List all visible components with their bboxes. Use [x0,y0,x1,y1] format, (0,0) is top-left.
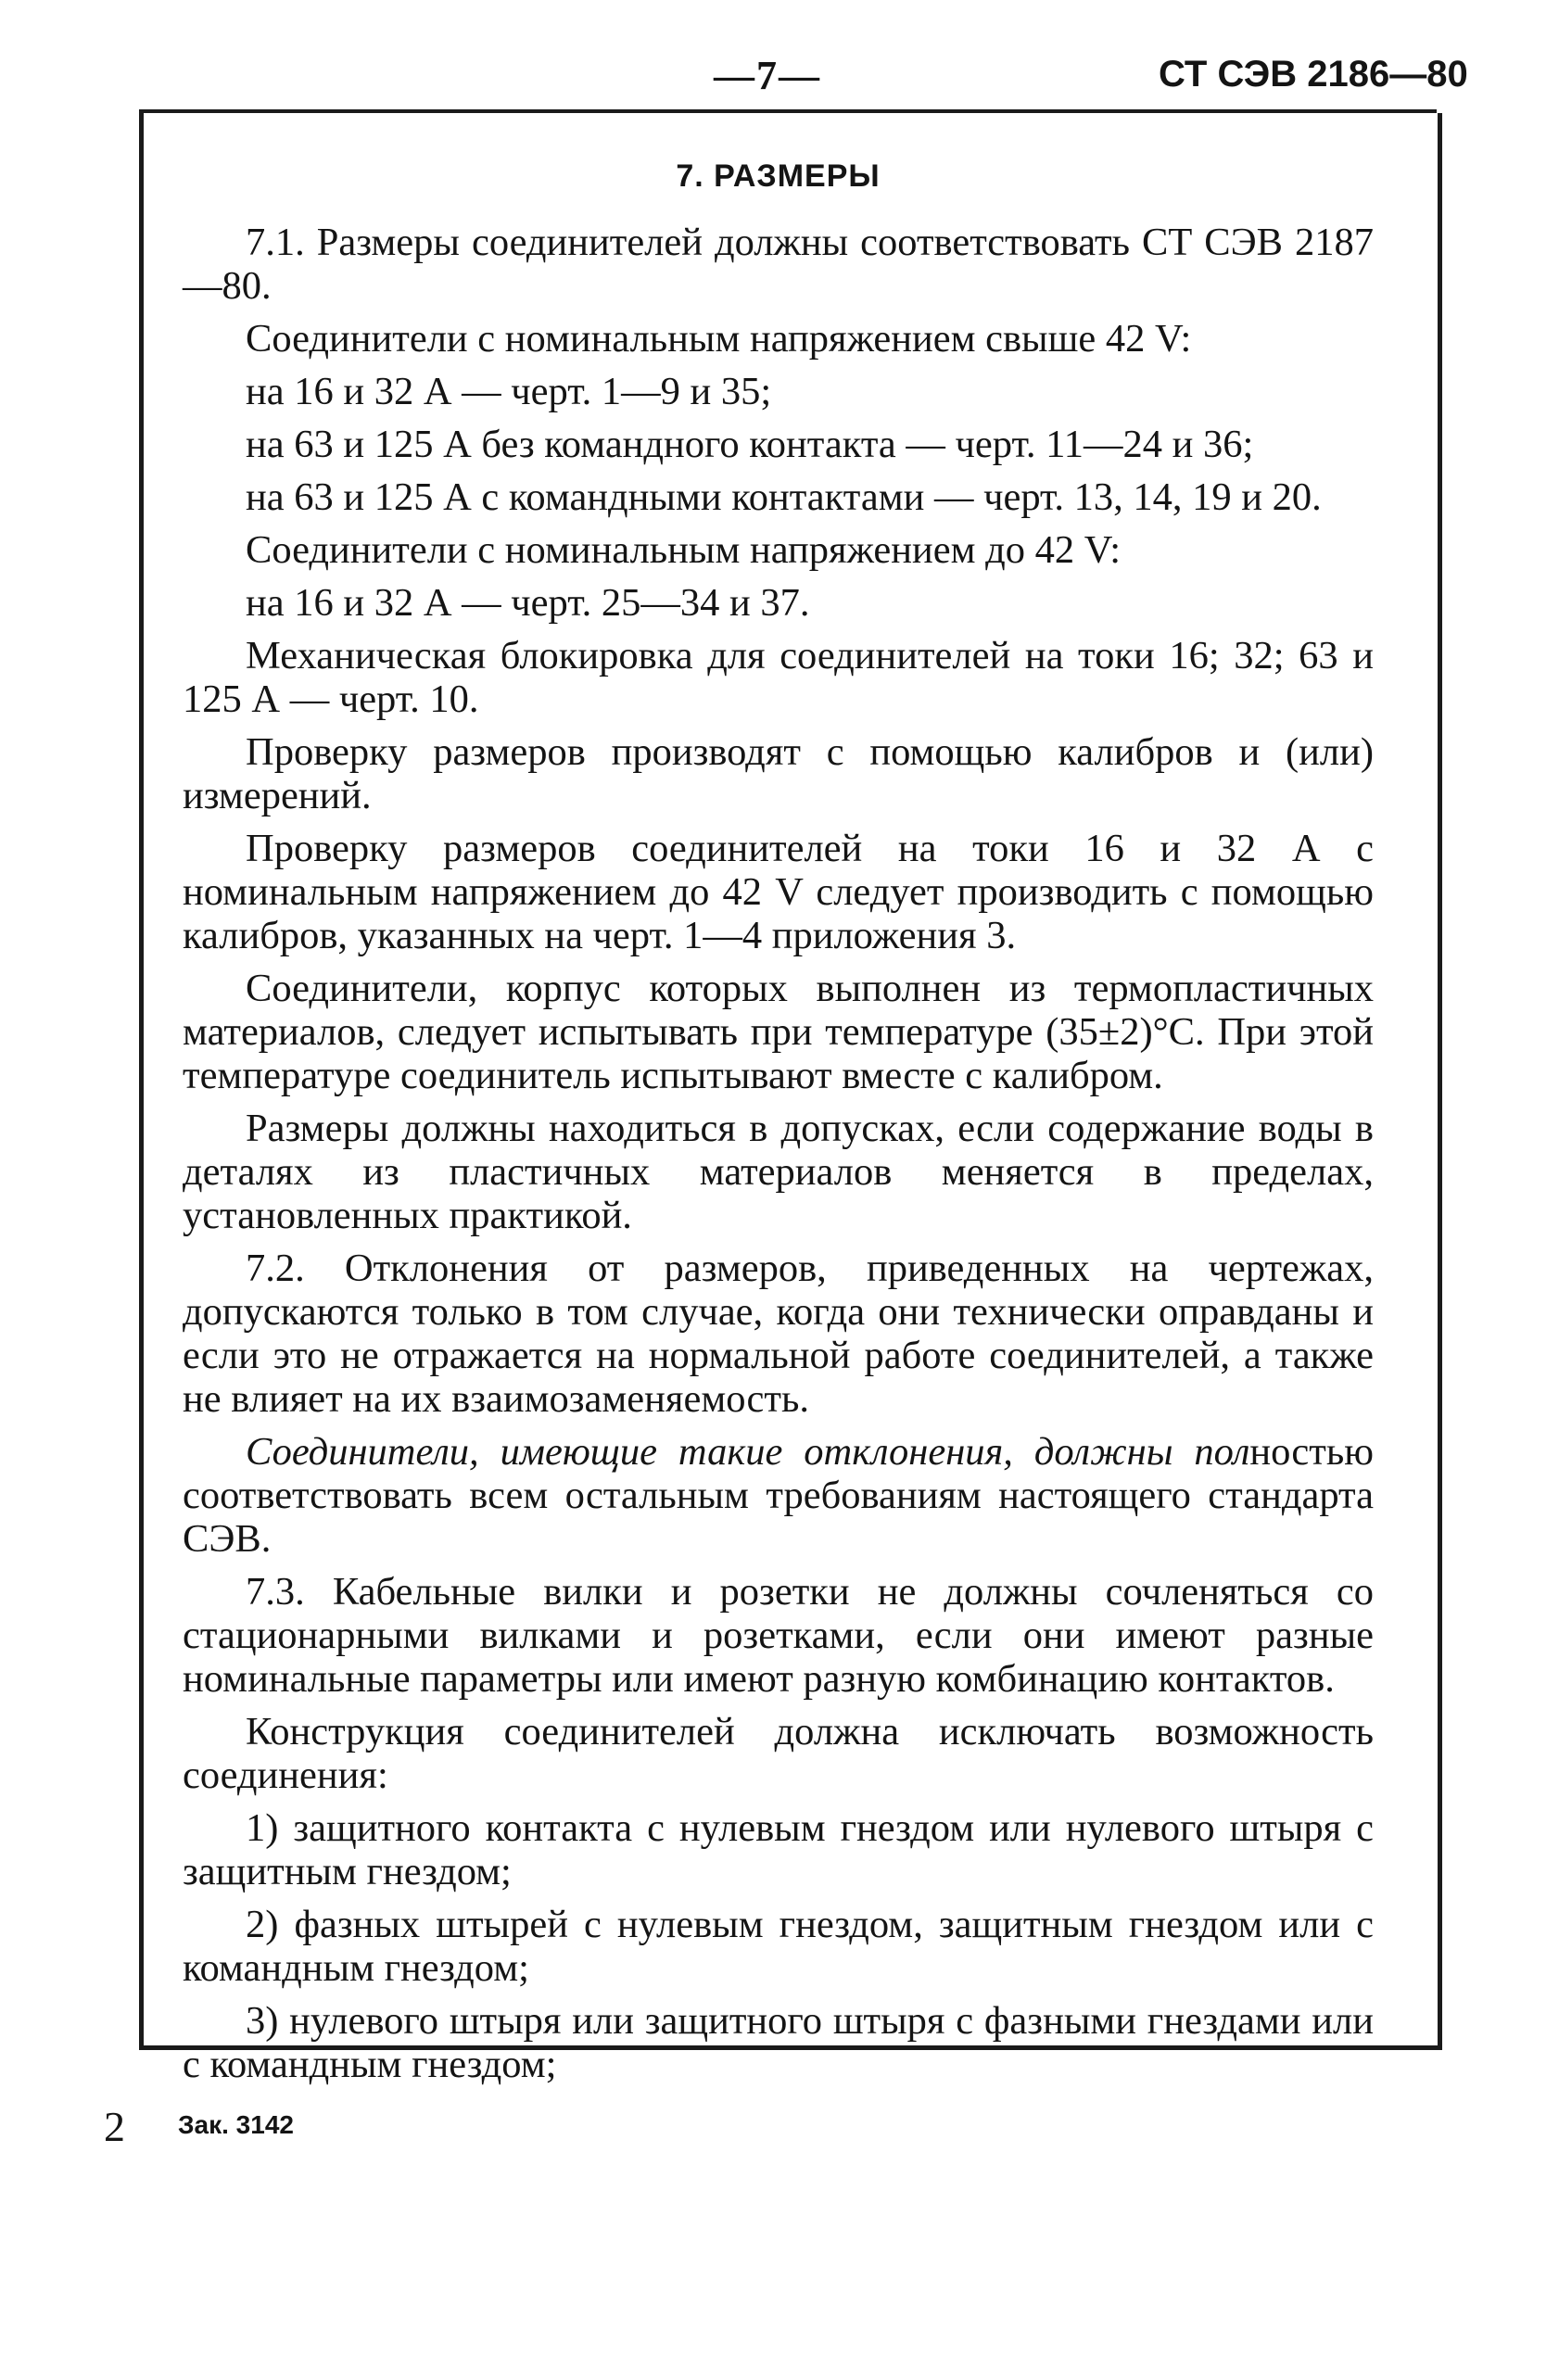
page-content [183,158,1374,2095]
sheet-number: 2 [104,2103,125,2150]
paragraph-up-to-42v: Соединители с номинальным напряжением до 42 V: [246,528,1122,572]
paragraph-construction: Конструкция соединителей должна исключать возможность соединения: [183,1710,1374,1797]
page-number: —7— [714,53,821,98]
list-item-1: 1) защитного контакта с нулевым гнездом или нулевого штыря с защитным гнездом; [183,1806,1374,1893]
paragraph-16-32a-low: на 16 и 32 А — черт. 25—34 и 37. [246,581,810,625]
paragraph-63-125a-cmd: на 63 и 125 А с командными контактами — черт. 13, 14, 19 и 20. [246,475,1322,519]
paragraph-mechanical-lock: Механическая блокировка для соединителей на токи 16; 32; 63 и 125 А — черт. 10. [183,634,1374,721]
paragraph-thermoplastic: Соединители, корпус которых выполнен из термопластичных материалов, следует испытывать при температуре (35±2)°С. При этой температуре соединитель испытывают вместе с калибром. [183,967,1374,1097]
paragraph-over-42v: Соединители с номинальным напряжением свыше 42 V: [246,317,1192,361]
list-item-3: 3) нулевого штыря или защитного штыря с фазными гнездами или с командным гнездом; [183,1999,1374,2086]
paragraph-deviations [183,1430,1374,1561]
list-item-2: 2) фазных штырей с нулевым гнездом, защитным гнездом или с командным гнездом; [183,1903,1374,1990]
section-title: 7. РАЗМЕРЫ [676,158,881,194]
paragraph-63-125a-no-cmd: на 63 и 125 А без командного контакта — черт. 11—24 и 36; [246,423,1254,466]
paragraph-size-check: Проверку размеров производят с помощью калибров и (или) измерений. [183,730,1374,817]
paragraph-size-check-low-voltage: Проверку размеров соединителей на токи 16 и 32 А с номинальным напряжением до 42 V следует производить с помощью калибров, указанных на черт. 1—4 приложения 3. [183,827,1374,957]
italic-lead-text: Соединители, имеющие такие отклонения, должны пол [246,1430,1250,1474]
paragraph-7-2: 7.2. Отклонения от размеров, приведенных на чертежах, допускаются только в том случае, когда они технически оправданы и если это не отражается на нормальной работе соединителей, а также не влияет на их взаимозаменяемость. [183,1247,1374,1421]
paragraph-16-32a: на 16 и 32 А — черт. 1—9 и 35; [246,370,772,413]
paragraph-7-1: 7.1. Размеры соединителей должны соответствовать СТ СЭВ 2187—80. [183,221,1374,308]
paragraph-tolerances: Размеры должны находиться в допусках, если содержание воды в деталях из пластичных материалов меняется в пределах, установленных практикой. [183,1107,1374,1237]
paragraph-7-3: 7.3. Кабельные вилки и розетки не должны сочленяться со стационарными вилками и розетками, если они имеют разные номинальные параметры или имеют разную комбинацию контактов. [183,1570,1374,1701]
order-number: Зак. 3142 [178,2110,294,2139]
document-code: СТ СЭВ 2186—80 [1159,54,1468,95]
paragraph-deviations-rest: ностью соответствовать всем остальным требованиям настоящего стандарта СЭВ. [183,1430,1374,1561]
